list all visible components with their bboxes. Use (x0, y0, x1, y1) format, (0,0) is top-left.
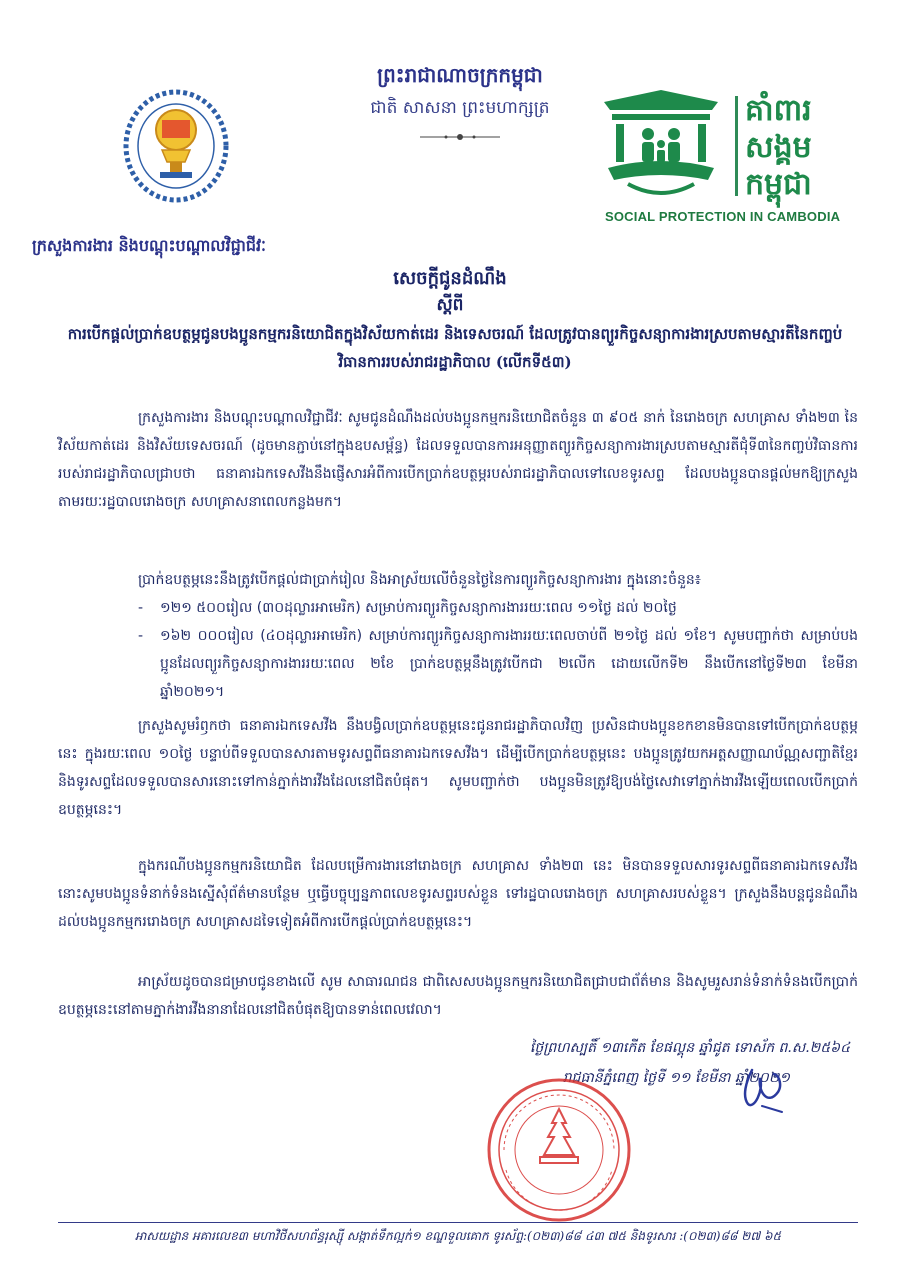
paragraph-4: ក្នុងករណីបងប្អូនកម្មករនិយោជិត ដែលបម្រើការងារនៅរោងចក្រ សហគ្រាស ទាំង២៣ នេះ មិនបានទទួលសារទូរសព្ទពីធនាគារឯកទេសវីង នោះសូមបងប្អូនទំនាក់ទំនងស្នើសុំព័ត៌មានបន្ថែម ឬធ្វើបច្ចុប្បន្នភាពលេខទូរសព្ទរបស់ខ្លួន ទៅរដ្ឋបាលរោងចក្រ សហគ្រាសរបស់ខ្លួន។ ក្រសួងនឹងបន្តជូនដំណឹងដល់បងប្អូនកម្មកររោងចក្រ សហគ្រាសដទៃទៀតអំពីការបើកផ្តល់ប្រាក់ឧបត្ថម្ភនេះ។ (58, 858, 858, 930)
ministry-name: ក្រសួងការងារ និងបណ្តុះបណ្តាលវិជ្ជាជីវៈ (32, 236, 266, 255)
ministry-logo (118, 84, 234, 216)
signature (690, 1062, 800, 1118)
paragraph-2: ប្រាក់ឧបត្ថម្ភនេះនឹងត្រូវបើកផ្តល់ជាប្រាក់រៀល និងអាស្រ័យលើចំនួនថ្ងៃនៃការព្យួរកិច្ចសន្យាការងារ ក្នុងនោះចំនួន៖ - ១២១ ៥០០រៀល (៣០ដុល្លារអាមេរិក) សម្រាប់ការព្យួរកិច្ចសន្យាការងាររយៈពេល ១១ថ្ងៃ ដល់ ២០ថ្ងៃ - ១៦២ ០០០រៀល (៤០ដុល្លារអាមេរិក) សម្រាប់ការព្យួរកិច្ចសន្យាការងាររយៈពេលចាប់ពី ២១ថ្ងៃ ដល់ ១ខែ។ សូមបញ្ជាក់ថា សម្រាប់បងប្អូនដែលព្យួរកិច្ចសន្យាការងាររយៈពេល ២ខែ ប្រាក់ឧបត្ថម្ភនឹងត្រូវបើកជា ២លើក ដោយលើកទី២ នឹងបើកនៅថ្ងៃទី២៣ ខែមីនា ឆ្នាំ២០២១។ (58, 566, 858, 706)
list-item: - ១៦២ ០០០រៀល (៤០ដុល្លារអាមេរិក) សម្រាប់ការព្យួរកិច្ចសន្យាការងាររយៈពេលចាប់ពី ២១ថ្ងៃ ដល់ ១ខែ។ សូមបញ្ជាក់ថា សម្រាប់បងប្អូនដែលព្យួរកិច្ចសន្យាការងាររយៈពេល ២ខែ ប្រាក់ឧបត្ថម្ភនឹងត្រូវបើកជា ២លើក ដោយលើកទី២ នឹងបើកនៅថ្ងៃទី២៣ ខែមីនា ឆ្នាំ២០២១។ (138, 628, 858, 700)
list-item: - ១២១ ៥០០រៀល (៣០ដុល្លារអាមេរិក) សម្រាប់ការព្យួរកិច្ចសន្យាការងាររយៈពេល ១១ថ្ងៃ ដល់ ២០ថ្ងៃ (138, 600, 677, 616)
footer-address: អាសយដ្ឋាន អគារលេខ៣ មហាវិថីសហព័ន្ធរុស្ស៊ី សង្កាត់ទឹកល្អក់១ ខណ្ឌទួលគោក ទូរស័ព្ទ:(០២៣)៨៨ ៤៣ ៧៥ និងទូរសារ :(០២៣)៨៨ ២៧ ៦៥ (134, 1229, 782, 1243)
announcement-title: សេចក្តីជូនដំណឹង (393, 268, 507, 289)
kingdom-heading: ព្រះរាជាណាចក្រកម្ពុជា (377, 63, 543, 87)
announcement-about: ស្តីពី (436, 295, 464, 315)
official-seal (484, 1075, 634, 1225)
solar-date: រាជធានីភ្នំពេញ ថ្ងៃទី ១១ ខែមីនា ឆ្នាំ២០២១ (562, 1070, 790, 1086)
lunar-date: ថ្ងៃព្រហស្បតិ៍ ១៣កើត ខែផល្គុន ឆ្នាំជូត ទោស័ក ព.ស.២៥៦៤ (529, 1040, 850, 1056)
announcement-subject: ការបើកផ្តល់ប្រាក់ឧបត្ថម្ភជូនបងប្អូនកម្មករនិយោជិតក្នុងវិស័យកាត់ដេរ និងទេសចរណ៍ ដែលត្រូវបានព្យួរកិច្ចសន្យាការងារស្របតាមស្មារតីនៃកញ្ចប់វិធានការរបស់រាជរដ្ឋាភិបាល (លើកទី៥៣) (67, 325, 843, 371)
national-motto: ជាតិ សាសនា ព្រះមហាក្សត្រ (370, 98, 550, 118)
social-protection-logo (598, 88, 724, 204)
paragraph-5: អាស្រ័យដូចបានជម្រាបជូនខាងលើ សូម សាធារណជន ជាពិសេសបងប្អូនកម្មករនិយោជិតជ្រាបជាព័ត៌មាន និងសូមរួសរាន់ទំនាក់ទំនងបើកប្រាក់ឧបត្ថម្ភនេះនៅតាមភ្នាក់ងារវីងនានាដែលនៅជិតបំផុតឱ្យបានទាន់ពេលវេលា។ (58, 974, 858, 1018)
paragraph-3: ក្រសួងសូមរំឭកថា ធនាគារឯកទេសវីង នឹងបង្វិលប្រាក់ឧបត្ថម្ភនេះជូនរាជរដ្ឋាភិបាលវិញ ប្រសិនជាបងប្អូនខកខានមិនបានទៅបើកប្រាក់ឧបត្ថម្ភនេះ ក្នុងរយៈពេល ១០ថ្ងៃ បន្ទាប់ពីទទួលបានសារតាមទូរសព្ទពីធនាគារឯកទេសវីង។ ដើម្បីបើកប្រាក់ឧបត្ថម្ភនេះ បងប្អូនត្រូវយកអត្តសញ្ញាណប័ណ្ណសញ្ជាតិខ្មែរ និងទូរសព្ទដែលទទួលបានសារនោះទៅកាន់ភ្នាក់ងារវីងដែលនៅជិតបំផុត។ សូមបញ្ជាក់ថា បងប្អូនមិនត្រូវឱ្យបង់ថ្លៃសេវាទៅភ្នាក់ងារវីងឡើយពេលបើកប្រាក់ឧបត្ថម្ភនេះ។ (58, 718, 858, 818)
footer-divider (58, 1222, 858, 1223)
ornament-divider (418, 128, 502, 140)
logo-divider (735, 96, 738, 196)
paragraph-1: ក្រសួងការងារ និងបណ្តុះបណ្តាលវិជ្ជាជីវៈ សូមជូនដំណឹងដល់បងប្អូនកម្មករនិយោជិតចំនួន ៣ ៩០៥ នាក់ នៃរោងចក្រ សហគ្រាស ទាំង២៣ នៃវិស័យកាត់ដេរ និងវិស័យទេសចរណ៍ (ដូចមានភ្ជាប់នៅក្នុងឧបសម្ព័ន្ធ) ដែលទទួលបានការអនុញ្ញាតព្យួរកិច្ចសន្យាការងារស្របតាមស្មារតីជុំទី៣នៃកញ្ចប់វិធានការរបស់រាជរដ្ឋាភិបាលជ្រាបថា ធនាគារឯកទេសវីងនឹងផ្ញើសារអំពីការបើកប្រាក់ឧបត្ថម្ភរបស់រាជរដ្ឋាភិបាលទៅលេខទូរសព្ទ ដែលបងប្អូនបានផ្តល់មកឱ្យក្រសួងតាមរយៈរដ្ឋបាលរោងចក្រ សហគ្រាសនាពេលកន្លងមក។ (58, 410, 858, 510)
social-protection-english: SOCIAL PROTECTION IN CAMBODIA (605, 209, 841, 224)
social-protection-khmer: គាំពារ សង្គម កម្ពុជា (745, 93, 812, 202)
